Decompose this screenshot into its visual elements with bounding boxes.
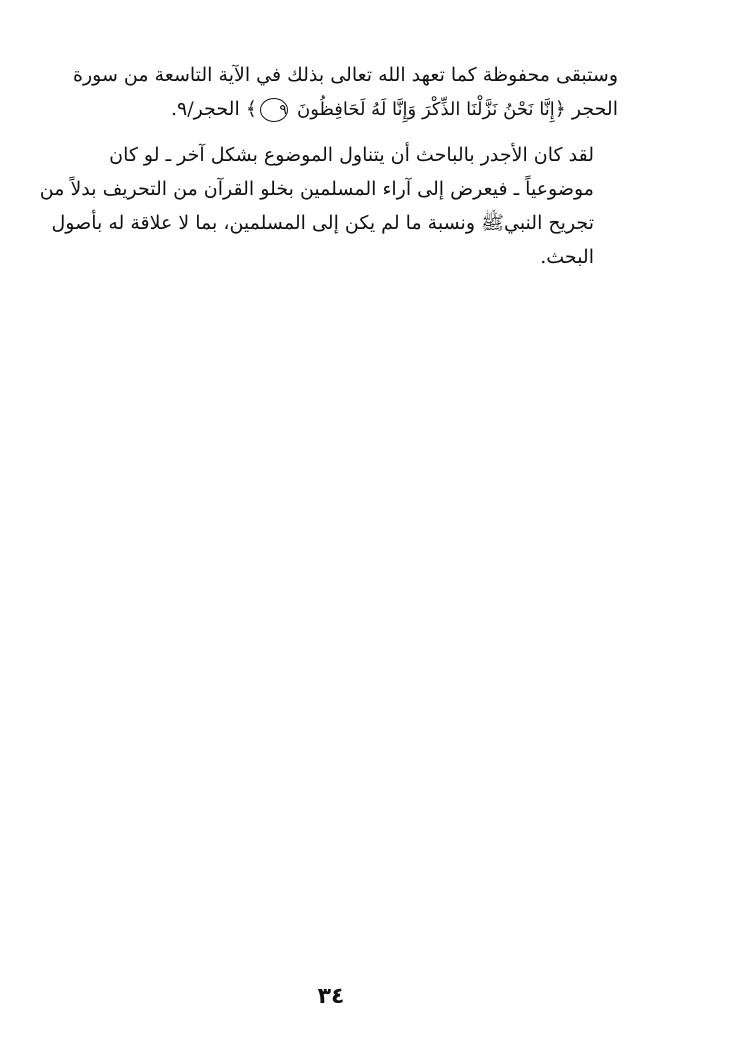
paragraph-2 <box>39 138 618 274</box>
quran-open-bracket: ﴿ <box>554 98 566 120</box>
paragraph-2-line-2: موضوعياً ـ فيعرض إلى آراء المسلمين بخلو القرآن من التحريف بدلاً من <box>39 178 594 200</box>
quran-close-bracket: ﴾ <box>245 98 257 120</box>
paragraph-2-line-3: تجريح النبيﷺ ونسبة ما لم يكن إلى المسلمين، بما لا علاقة له بأصول <box>51 212 594 234</box>
verse-reference: الحجر/٩. <box>171 98 240 120</box>
page-number: ٣٤ <box>317 984 345 1009</box>
paragraph-2-line-4: البحث. <box>540 246 594 268</box>
paragraph-1-line-1: وستبقى محفوظة كما تعهد الله تعالى بذلك في الآية التاسعة من سورة <box>73 64 618 86</box>
surah-name: الحجر <box>571 98 618 120</box>
quran-verse: إِنَّا نَحْنُ نَزَّلْنَا الذِّكْرَ وَإِنَّا لَهُ لَحَافِظُونَ <box>296 99 555 120</box>
ayah-number-mark: ٩ <box>260 98 288 122</box>
paragraph-2-line-1: لقد كان الأجدر بالباحث أن يتناول الموضوع بشكل آخر ـ لو كان <box>109 144 594 166</box>
paragraph-1-line-2 <box>70 92 618 127</box>
paragraph-1 <box>70 58 618 127</box>
